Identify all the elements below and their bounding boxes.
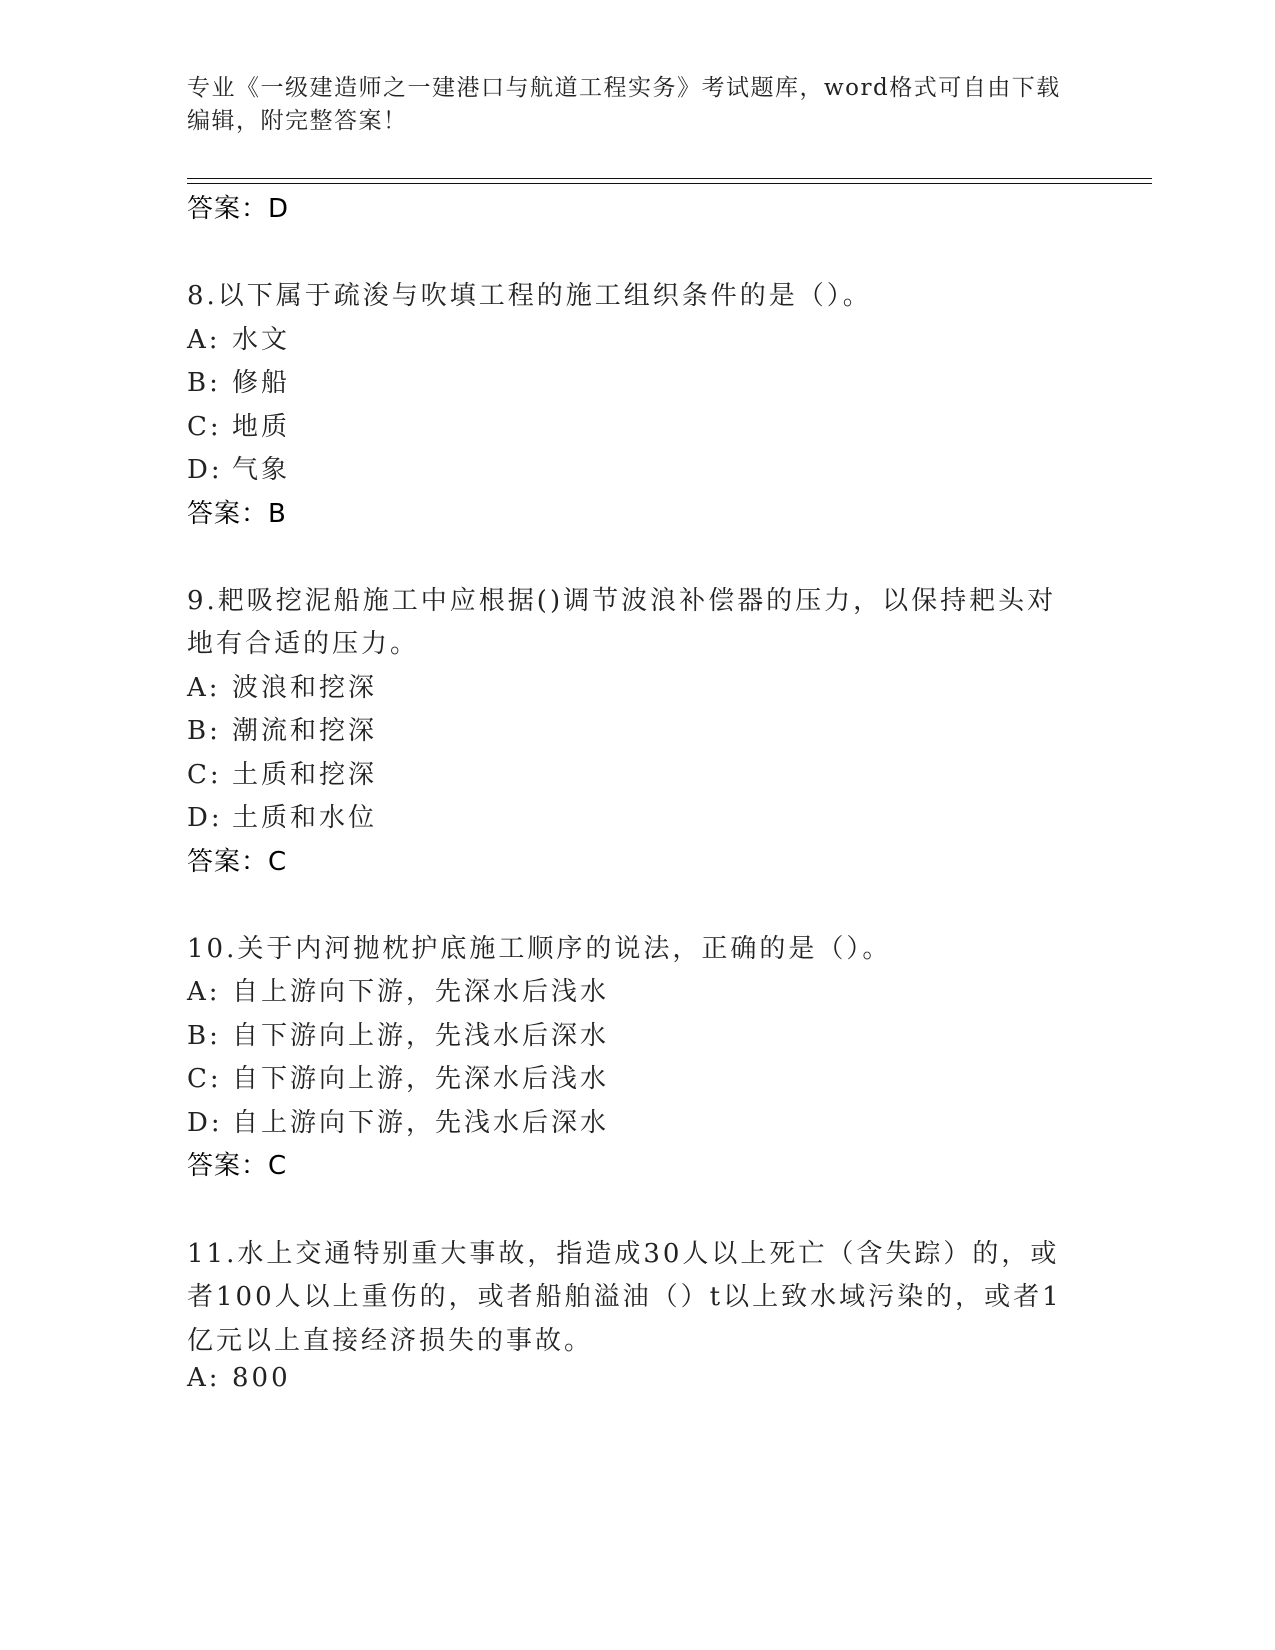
question-9-answer: 答案：C [187,847,288,877]
question-9-option-b: B: 潮流和挖深 [187,716,378,746]
header-line-2: 编辑，附完整答案！ [187,108,408,134]
question-11-stem-line-2: 者100人以上重伤的，或者船舶溢油（）t以上致水域污染的，或者1 [187,1282,1062,1312]
question-8-option-a: A: 水文 [187,325,291,355]
question-8-option-b: B: 修船 [187,368,291,398]
header-rule-bottom [187,183,1152,184]
question-8-option-c: C: 地质 [187,412,291,442]
document-header [187,72,1087,138]
question-11-stem-line-1: 11.水上交通特别重大事故，指造成30人以上死亡（含失踪）的，或 [187,1239,1060,1269]
question-10-stem: 10.关于内河抛枕护底施工顺序的说法，正确的是（）。 [187,934,892,964]
question-10-answer: 答案：C [187,1151,288,1181]
question-10-option-d: D: 自上游向下游，先浅水后深水 [187,1108,610,1138]
question-10-option-c: C: 自下游向上游，先深水后浅水 [187,1064,610,1094]
header-line-1: 专业《一级建造师之一建港口与航道工程实务》考试题库，word格式可自由下载 [187,75,1061,101]
answer-previous: 答案：D [187,194,290,224]
question-10-option-b: B: 自下游向上游，先浅水后深水 [187,1021,610,1051]
question-9-stem-line-1: 9.耙吸挖泥船施工中应根据()调节波浪补偿器的压力，以保持耙头对 [187,586,1057,616]
question-9-option-c: C: 土质和挖深 [187,760,378,790]
question-11-stem-line-3: 亿元以上直接经济损失的事故。 [187,1326,594,1356]
question-8-answer: 答案：B [187,499,287,529]
question-9-option-d: D: 土质和水位 [187,803,378,833]
question-10-option-a: A: 自上游向下游，先深水后浅水 [187,977,610,1007]
question-8-option-d: D: 气象 [187,455,291,485]
header-rule-top [187,178,1152,179]
question-9-option-a: A: 波浪和挖深 [187,673,378,703]
question-11-option-a: A: 800 [187,1363,291,1393]
question-8-stem: 8.以下属于疏浚与吹填工程的施工组织条件的是（）。 [187,281,872,311]
question-9-stem-line-2: 地有合适的压力。 [187,629,420,659]
